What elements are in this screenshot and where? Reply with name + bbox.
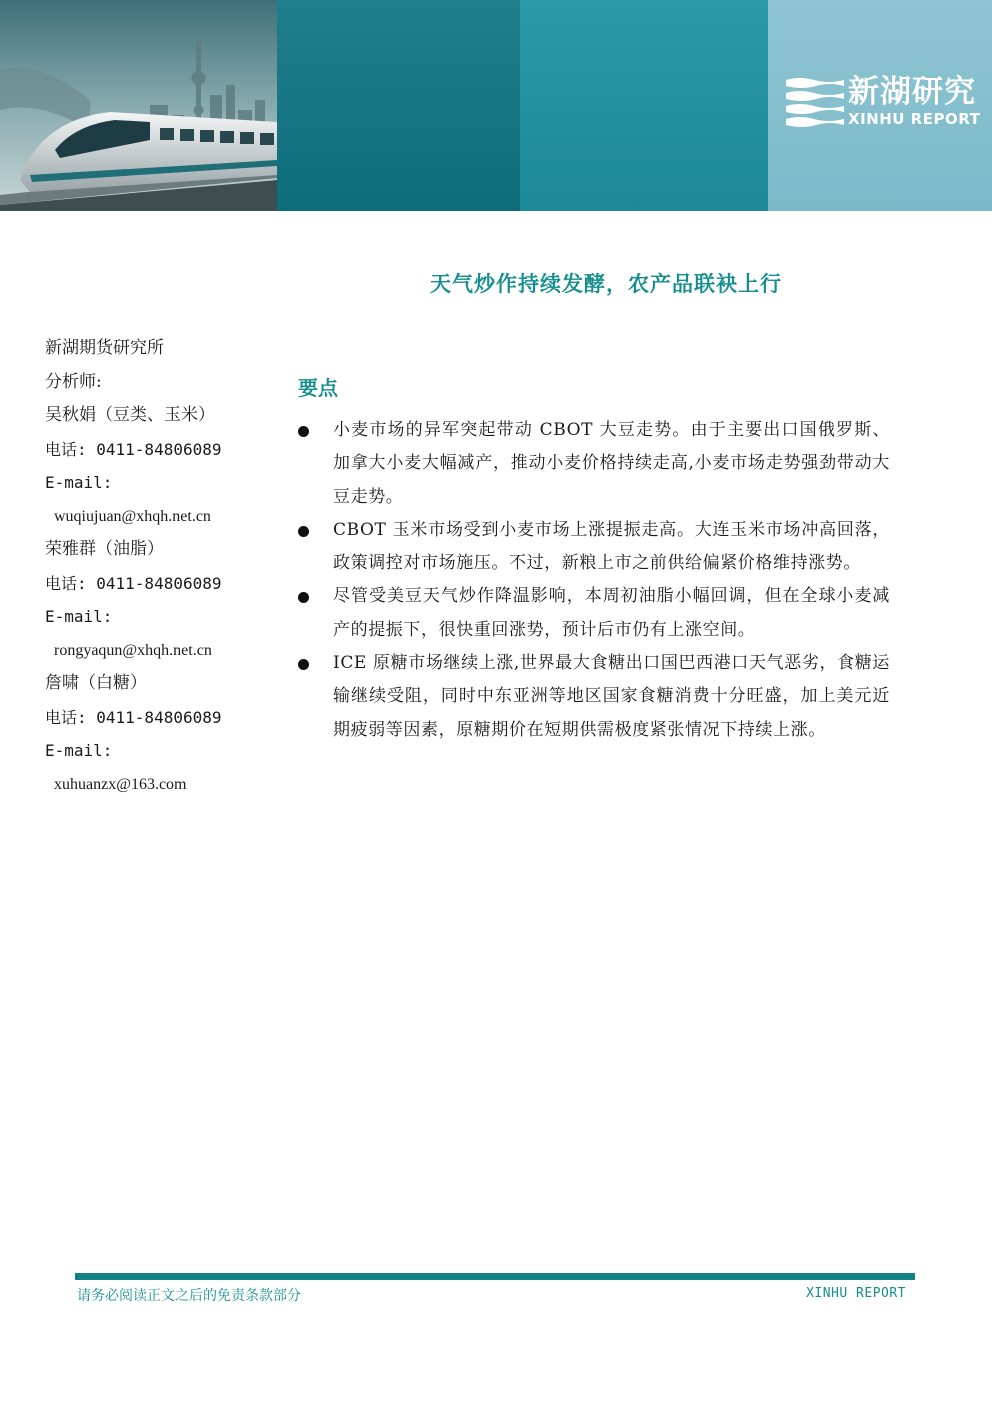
analyst-phone: 电话: 0411-84806089 bbox=[45, 573, 222, 593]
xinhu-logo bbox=[786, 74, 986, 130]
bullet-dot-icon bbox=[298, 659, 309, 670]
analyst-email-link[interactable]: xuhuanzx@163.com bbox=[54, 775, 187, 793]
key-point-text: 小麦市场的异军突起带动 CBOT 大豆走势。由于主要出口国俄罗斯、加拿大小麦大幅减产，推动小麦价格持续走高,小麦市场走势强劲带动大豆走势。 bbox=[333, 420, 890, 507]
key-point-item bbox=[296, 647, 890, 747]
key-point-text: 尽管受美豆天气炒作降温影响，本周初油脂小幅回调，但在全球小麦减产的提振下，很快重回涨势，预计后市仍有上涨空间。 bbox=[333, 586, 890, 640]
key-point-item bbox=[296, 414, 890, 514]
maglev-train-photo bbox=[0, 0, 277, 211]
analyst-phone: 电话: 0411-84806089 bbox=[45, 439, 222, 459]
analyst-name: 荣雅群（油脂） bbox=[45, 539, 164, 559]
bullet-dot-icon bbox=[298, 526, 309, 537]
analyst-name: 詹啸（白糖） bbox=[45, 673, 147, 693]
footer-divider bbox=[75, 1273, 915, 1280]
key-point-item bbox=[296, 580, 890, 647]
wave-logo-icon bbox=[786, 76, 844, 128]
key-points-heading: 要点 bbox=[298, 376, 338, 400]
banner-teal-block bbox=[277, 0, 520, 211]
logo-text-en: XINHU REPORT bbox=[848, 110, 981, 128]
key-point-item bbox=[296, 514, 890, 581]
analyst-label: 分析师: bbox=[45, 371, 102, 392]
analyst-sidebar bbox=[45, 332, 275, 801]
key-point-text: ICE 原糖市场继续上涨,世界最大食糖出口国巴西港口天气恶劣，食糖运输继续受阻，同时中东亚洲等地区国家食糖消费十分旺盛，加上美元近期疲弱等因素，原糖期价在短期供需极度紧张情况下持续上涨。 bbox=[333, 653, 890, 740]
key-points-list bbox=[296, 414, 890, 747]
analyst-name: 吴秋娟（豆类、玉米） bbox=[45, 405, 215, 425]
header-banner bbox=[0, 0, 992, 211]
footer-brand: XINHU REPORT bbox=[806, 1286, 906, 1301]
key-point-text: CBOT 玉米市场受到小麦市场上涨提振走高。大连玉米市场冲高回落，政策调控对市场施压。不过，新粮上市之前供给偏紧价格维持涨势。 bbox=[333, 519, 890, 574]
footer-disclaimer: 请务必阅读正文之后的免责条款部分 bbox=[77, 1288, 301, 1304]
analyst-email-label: E-mail: bbox=[45, 607, 113, 626]
org-name: 新湖期货研究所 bbox=[45, 338, 164, 358]
bullet-dot-icon bbox=[298, 426, 309, 437]
analyst-email-link[interactable]: wuqiujuan@xhqh.net.cn bbox=[54, 507, 211, 525]
analyst-email-label: E-mail: bbox=[45, 473, 113, 492]
analyst-email-link[interactable]: rongyaqun@xhqh.net.cn bbox=[54, 641, 212, 659]
bullet-dot-icon bbox=[298, 592, 309, 603]
banner-teal-block bbox=[520, 0, 768, 211]
analyst-email-label: E-mail: bbox=[45, 741, 113, 760]
analyst-phone: 电话: 0411-84806089 bbox=[45, 707, 222, 727]
report-title: 天气炒作持续发酵，农产品联袂上行 bbox=[430, 271, 782, 296]
logo-text-cn: 新湖研究 bbox=[848, 74, 976, 110]
